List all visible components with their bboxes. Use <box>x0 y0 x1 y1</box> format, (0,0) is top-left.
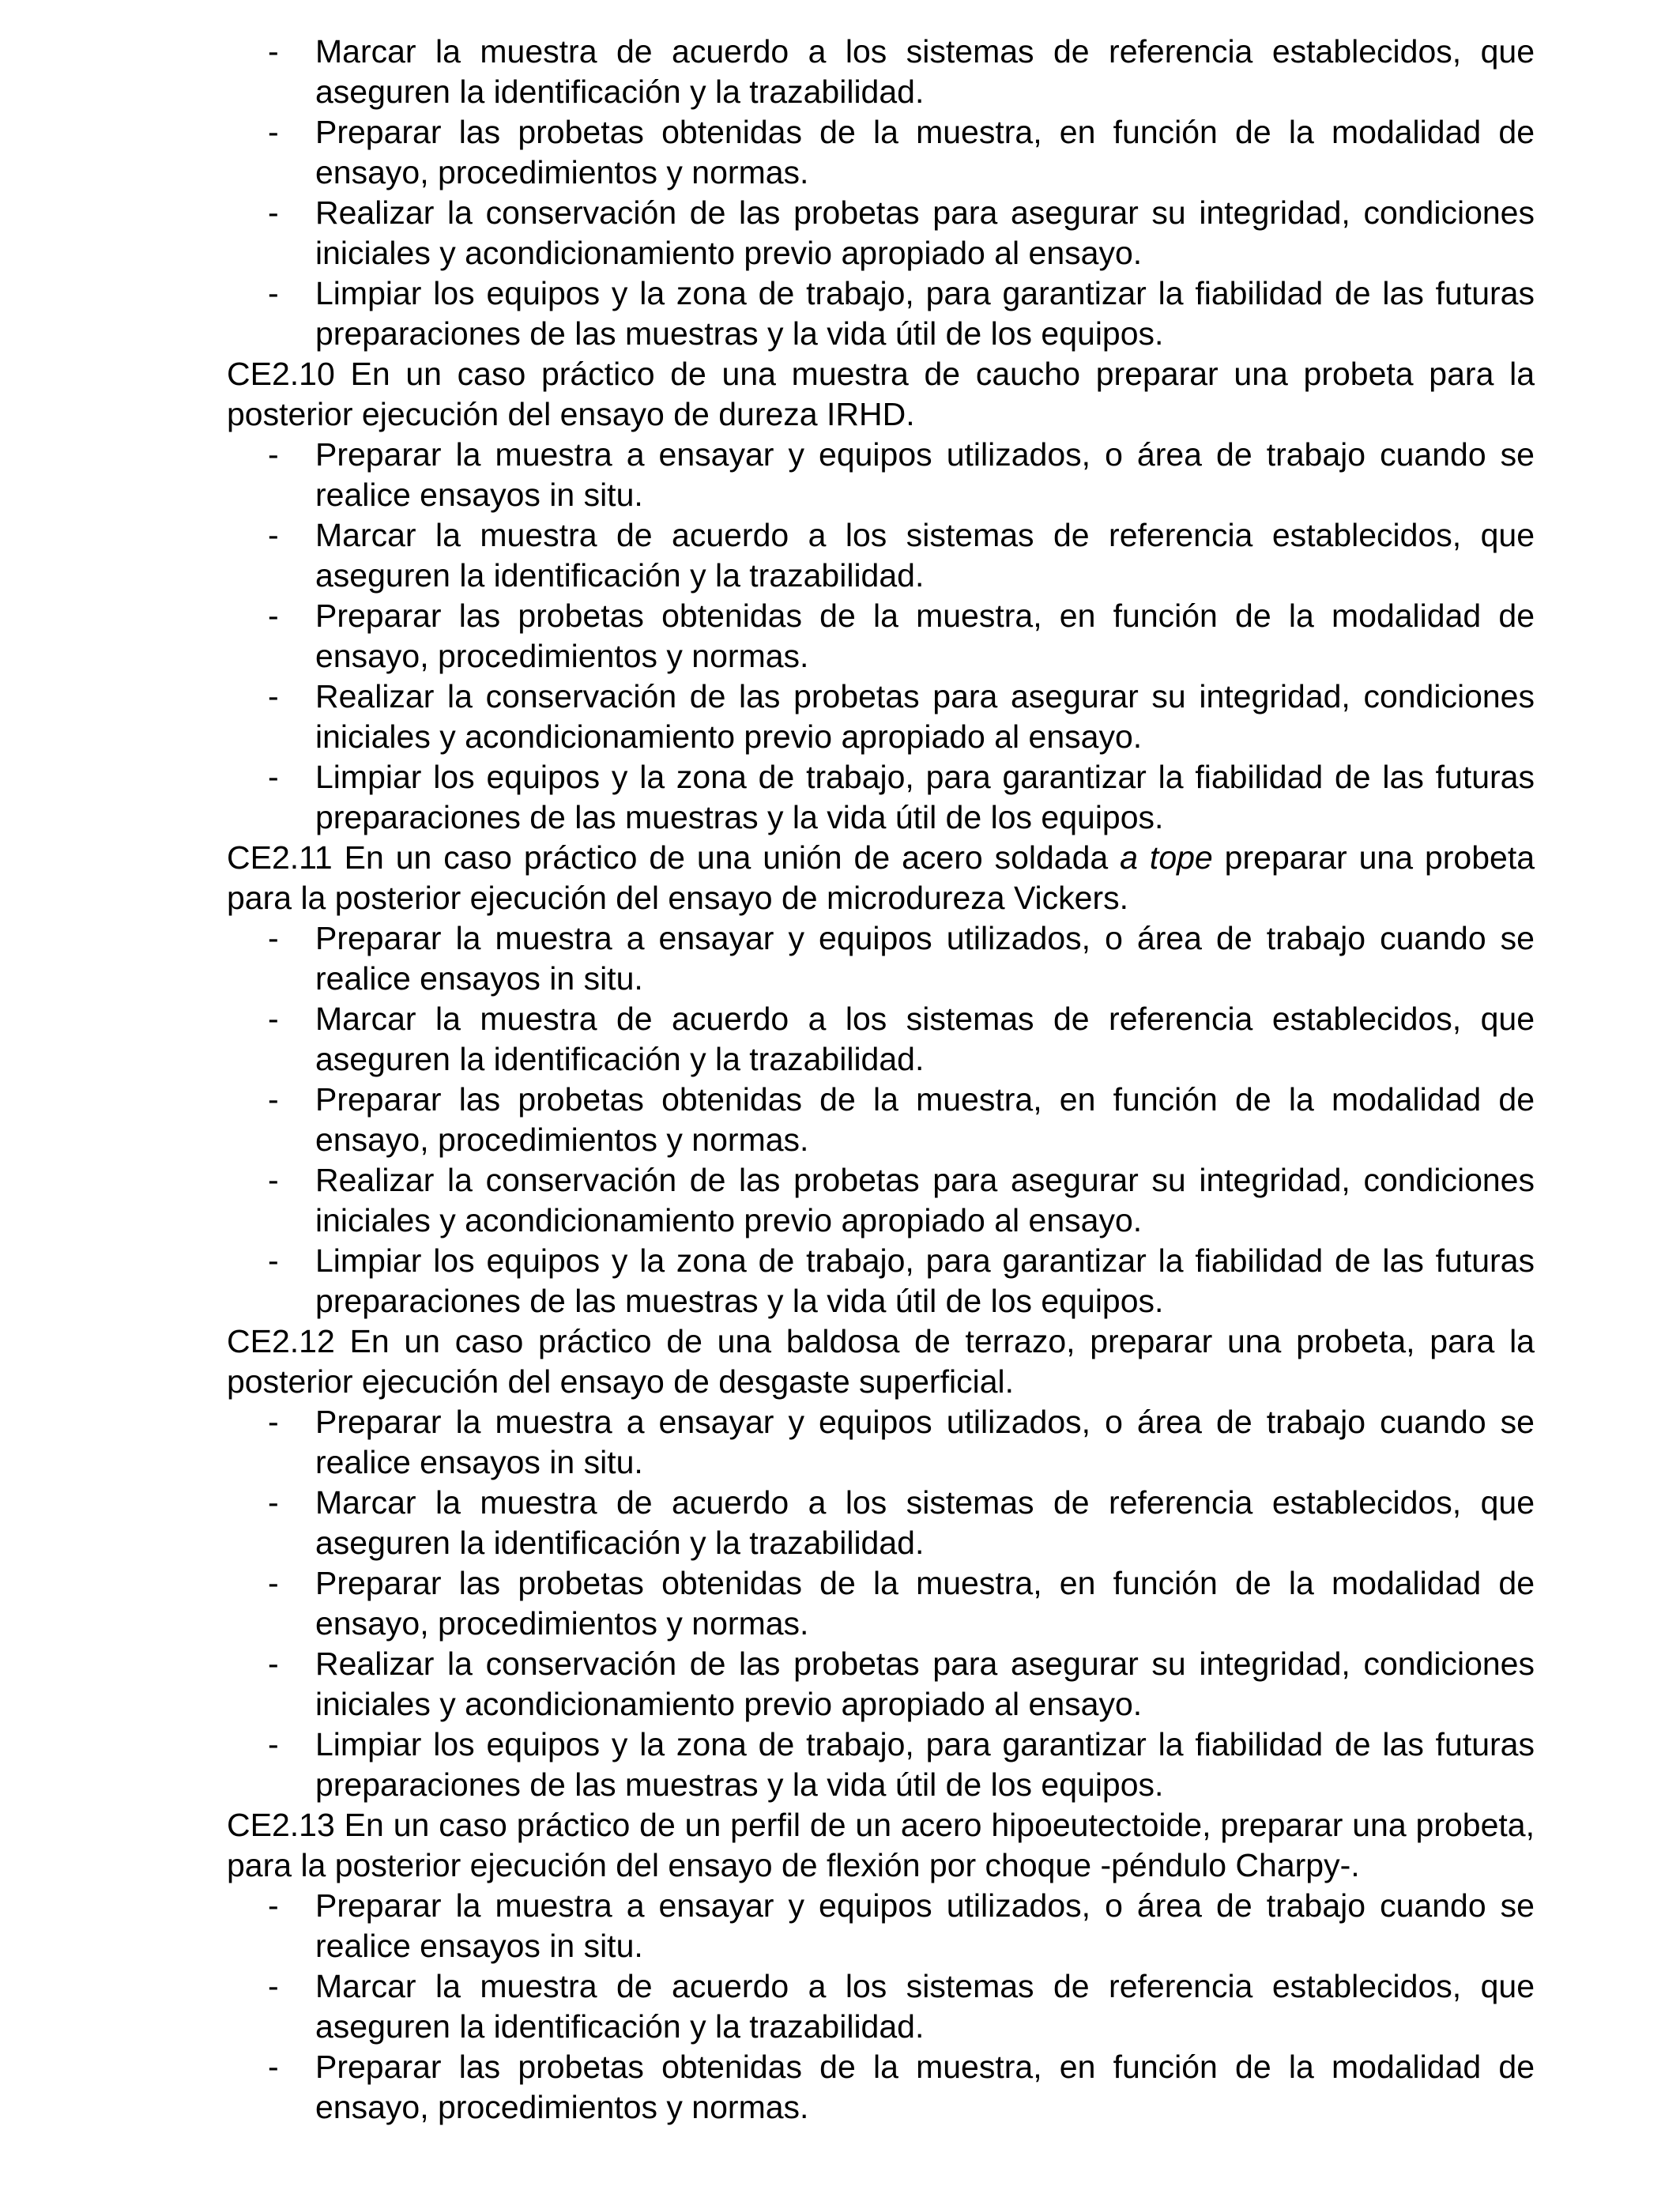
list-item <box>268 1160 1535 1241</box>
bullet-dash: - <box>268 1887 279 1924</box>
list-item <box>268 515 1535 596</box>
bullet-dash: - <box>268 1968 279 2004</box>
list-item <box>268 1644 1535 1725</box>
list-item <box>268 1563 1535 1644</box>
bullet-dash: - <box>268 1726 279 1762</box>
list-item-text: Realizar la conservación de las probetas para asegurar su integridad, condiciones iniciales y acondicionamiento previo apropiado al ensayo. <box>315 1162 1535 1238</box>
bullet-dash: - <box>268 436 279 473</box>
bullet-dash: - <box>268 1565 279 1601</box>
list-item <box>268 1241 1535 1321</box>
list-item-text: Preparar la muestra a ensayar y equipos utilizados, o área de trabajo cuando se realice ensayos in situ. <box>315 1887 1535 1964</box>
list-item-text: Realizar la conservación de las probetas para asegurar su integridad, condiciones iniciales y acondicionamiento previo apropiado al ensayo. <box>315 1646 1535 1722</box>
list-item <box>268 193 1535 273</box>
bullet-dash: - <box>268 1001 279 1037</box>
list-item <box>268 677 1535 757</box>
bullet-dash: - <box>268 194 279 231</box>
list-item <box>268 273 1535 354</box>
list-item <box>268 32 1535 112</box>
paragraph-text: preparar una probeta para la posterior ejecución del ensayo de microdureza Vickers. <box>227 839 1535 916</box>
list-item-text: Preparar la muestra a ensayar y equipos utilizados, o área de trabajo cuando se realice ensayos in situ. <box>315 436 1535 513</box>
list-item <box>268 1080 1535 1160</box>
bullet-dash: - <box>268 1404 279 1440</box>
list-item-text: Realizar la conservación de las probetas para asegurar su integridad, condiciones iniciales y acondicionamiento previo apropiado al ensayo. <box>315 678 1535 755</box>
list-item-text: Marcar la muestra de acuerdo a los sistemas de referencia establecidos, que aseguren la identificación y la trazabilidad. <box>315 1484 1535 1561</box>
list-item <box>268 1886 1535 1966</box>
bullet-dash: - <box>268 1242 279 1279</box>
list-item <box>268 1725 1535 1805</box>
bullet-dash: - <box>268 920 279 956</box>
criterion-paragraph-ce2-13: CE2.13 En un caso práctico de un perfil de un acero hipoeutectoide, preparar una probeta, para la posterior ejecución del ensayo de flexión por choque -péndulo Charpy-. <box>227 1807 1535 1883</box>
bullet-dash: - <box>268 678 279 714</box>
list-item-text: Limpiar los equipos y la zona de trabajo, para garantizar la fiabilidad de las futuras preparaciones de las muestras y la vida útil de los equipos. <box>315 759 1535 835</box>
list-item <box>268 435 1535 515</box>
list-item <box>268 2047 1535 2128</box>
bullet-dash: - <box>268 517 279 553</box>
list-item-text: Marcar la muestra de acuerdo a los sistemas de referencia establecidos, que aseguren la identificación y la trazabilidad. <box>315 517 1535 594</box>
bullet-dash: - <box>268 114 279 150</box>
bullet-dash: - <box>268 598 279 634</box>
list-item <box>268 757 1535 838</box>
list-item-text: Preparar las probetas obtenidas de la muestra, en función de la modalidad de ensayo, procedimientos y normas. <box>315 2049 1535 2125</box>
list-item-text: Realizar la conservación de las probetas para asegurar su integridad, condiciones iniciales y acondicionamiento previo apropiado al ensayo. <box>315 194 1535 271</box>
list-item <box>268 1402 1535 1483</box>
list-item-text: Preparar la muestra a ensayar y equipos utilizados, o área de trabajo cuando se realice ensayos in situ. <box>315 920 1535 997</box>
list-item-text: Limpiar los equipos y la zona de trabajo, para garantizar la fiabilidad de las futuras preparaciones de las muestras y la vida útil de los equipos. <box>315 1242 1535 1319</box>
bullet-dash: - <box>268 1081 279 1118</box>
list-item-text: Limpiar los equipos y la zona de trabajo, para garantizar la fiabilidad de las futuras preparaciones de las muestras y la vida útil de los equipos. <box>315 275 1535 352</box>
bullet-dash: - <box>268 1646 279 1682</box>
paragraph-text: CE2.11 En un caso práctico de una unión de acero soldada <box>227 839 1121 876</box>
list-item <box>268 112 1535 193</box>
list-item-text: Preparar las probetas obtenidas de la muestra, en función de la modalidad de ensayo, procedimientos y normas. <box>315 598 1535 674</box>
document-body <box>227 32 1535 2128</box>
list-item <box>268 918 1535 999</box>
italic-term: a tope <box>1120 839 1213 876</box>
list-item-text: Preparar la muestra a ensayar y equipos utilizados, o área de trabajo cuando se realice ensayos in situ. <box>315 1404 1535 1480</box>
list-item-text: Marcar la muestra de acuerdo a los sistemas de referencia establecidos, que aseguren la identificación y la trazabilidad. <box>315 33 1535 110</box>
list-item-text: Preparar las probetas obtenidas de la muestra, en función de la modalidad de ensayo, procedimientos y normas. <box>315 1081 1535 1158</box>
list-item <box>268 999 1535 1080</box>
list-item-text: Marcar la muestra de acuerdo a los sistemas de referencia establecidos, que aseguren la identificación y la trazabilidad. <box>315 1968 1535 2045</box>
criterion-paragraph-ce2-12: CE2.12 En un caso práctico de una baldosa de terrazo, preparar una probeta, para la posterior ejecución del ensayo de desgaste superficial. <box>227 1323 1535 1400</box>
list-item-text: Preparar las probetas obtenidas de la muestra, en función de la modalidad de ensayo, procedimientos y normas. <box>315 1565 1535 1642</box>
bullet-dash: - <box>268 1484 279 1521</box>
list-item <box>268 596 1535 677</box>
bullet-dash: - <box>268 33 279 70</box>
list-item <box>268 1966 1535 2047</box>
bullet-dash: - <box>268 2049 279 2085</box>
bullet-dash: - <box>268 275 279 311</box>
bullet-dash: - <box>268 1162 279 1198</box>
criterion-paragraph-ce2-11 <box>227 838 1535 918</box>
list-item <box>268 1483 1535 1563</box>
bullet-dash: - <box>268 759 279 795</box>
list-item-text: Limpiar los equipos y la zona de trabajo, para garantizar la fiabilidad de las futuras preparaciones de las muestras y la vida útil de los equipos. <box>315 1726 1535 1803</box>
list-item-text: Marcar la muestra de acuerdo a los sistemas de referencia establecidos, que aseguren la identificación y la trazabilidad. <box>315 1001 1535 1077</box>
list-item-text: Preparar las probetas obtenidas de la muestra, en función de la modalidad de ensayo, procedimientos y normas. <box>315 114 1535 190</box>
criterion-paragraph-ce2-10: CE2.10 En un caso práctico de una muestra de caucho preparar una probeta para la posterior ejecución del ensayo de dureza IRHD. <box>227 356 1535 432</box>
